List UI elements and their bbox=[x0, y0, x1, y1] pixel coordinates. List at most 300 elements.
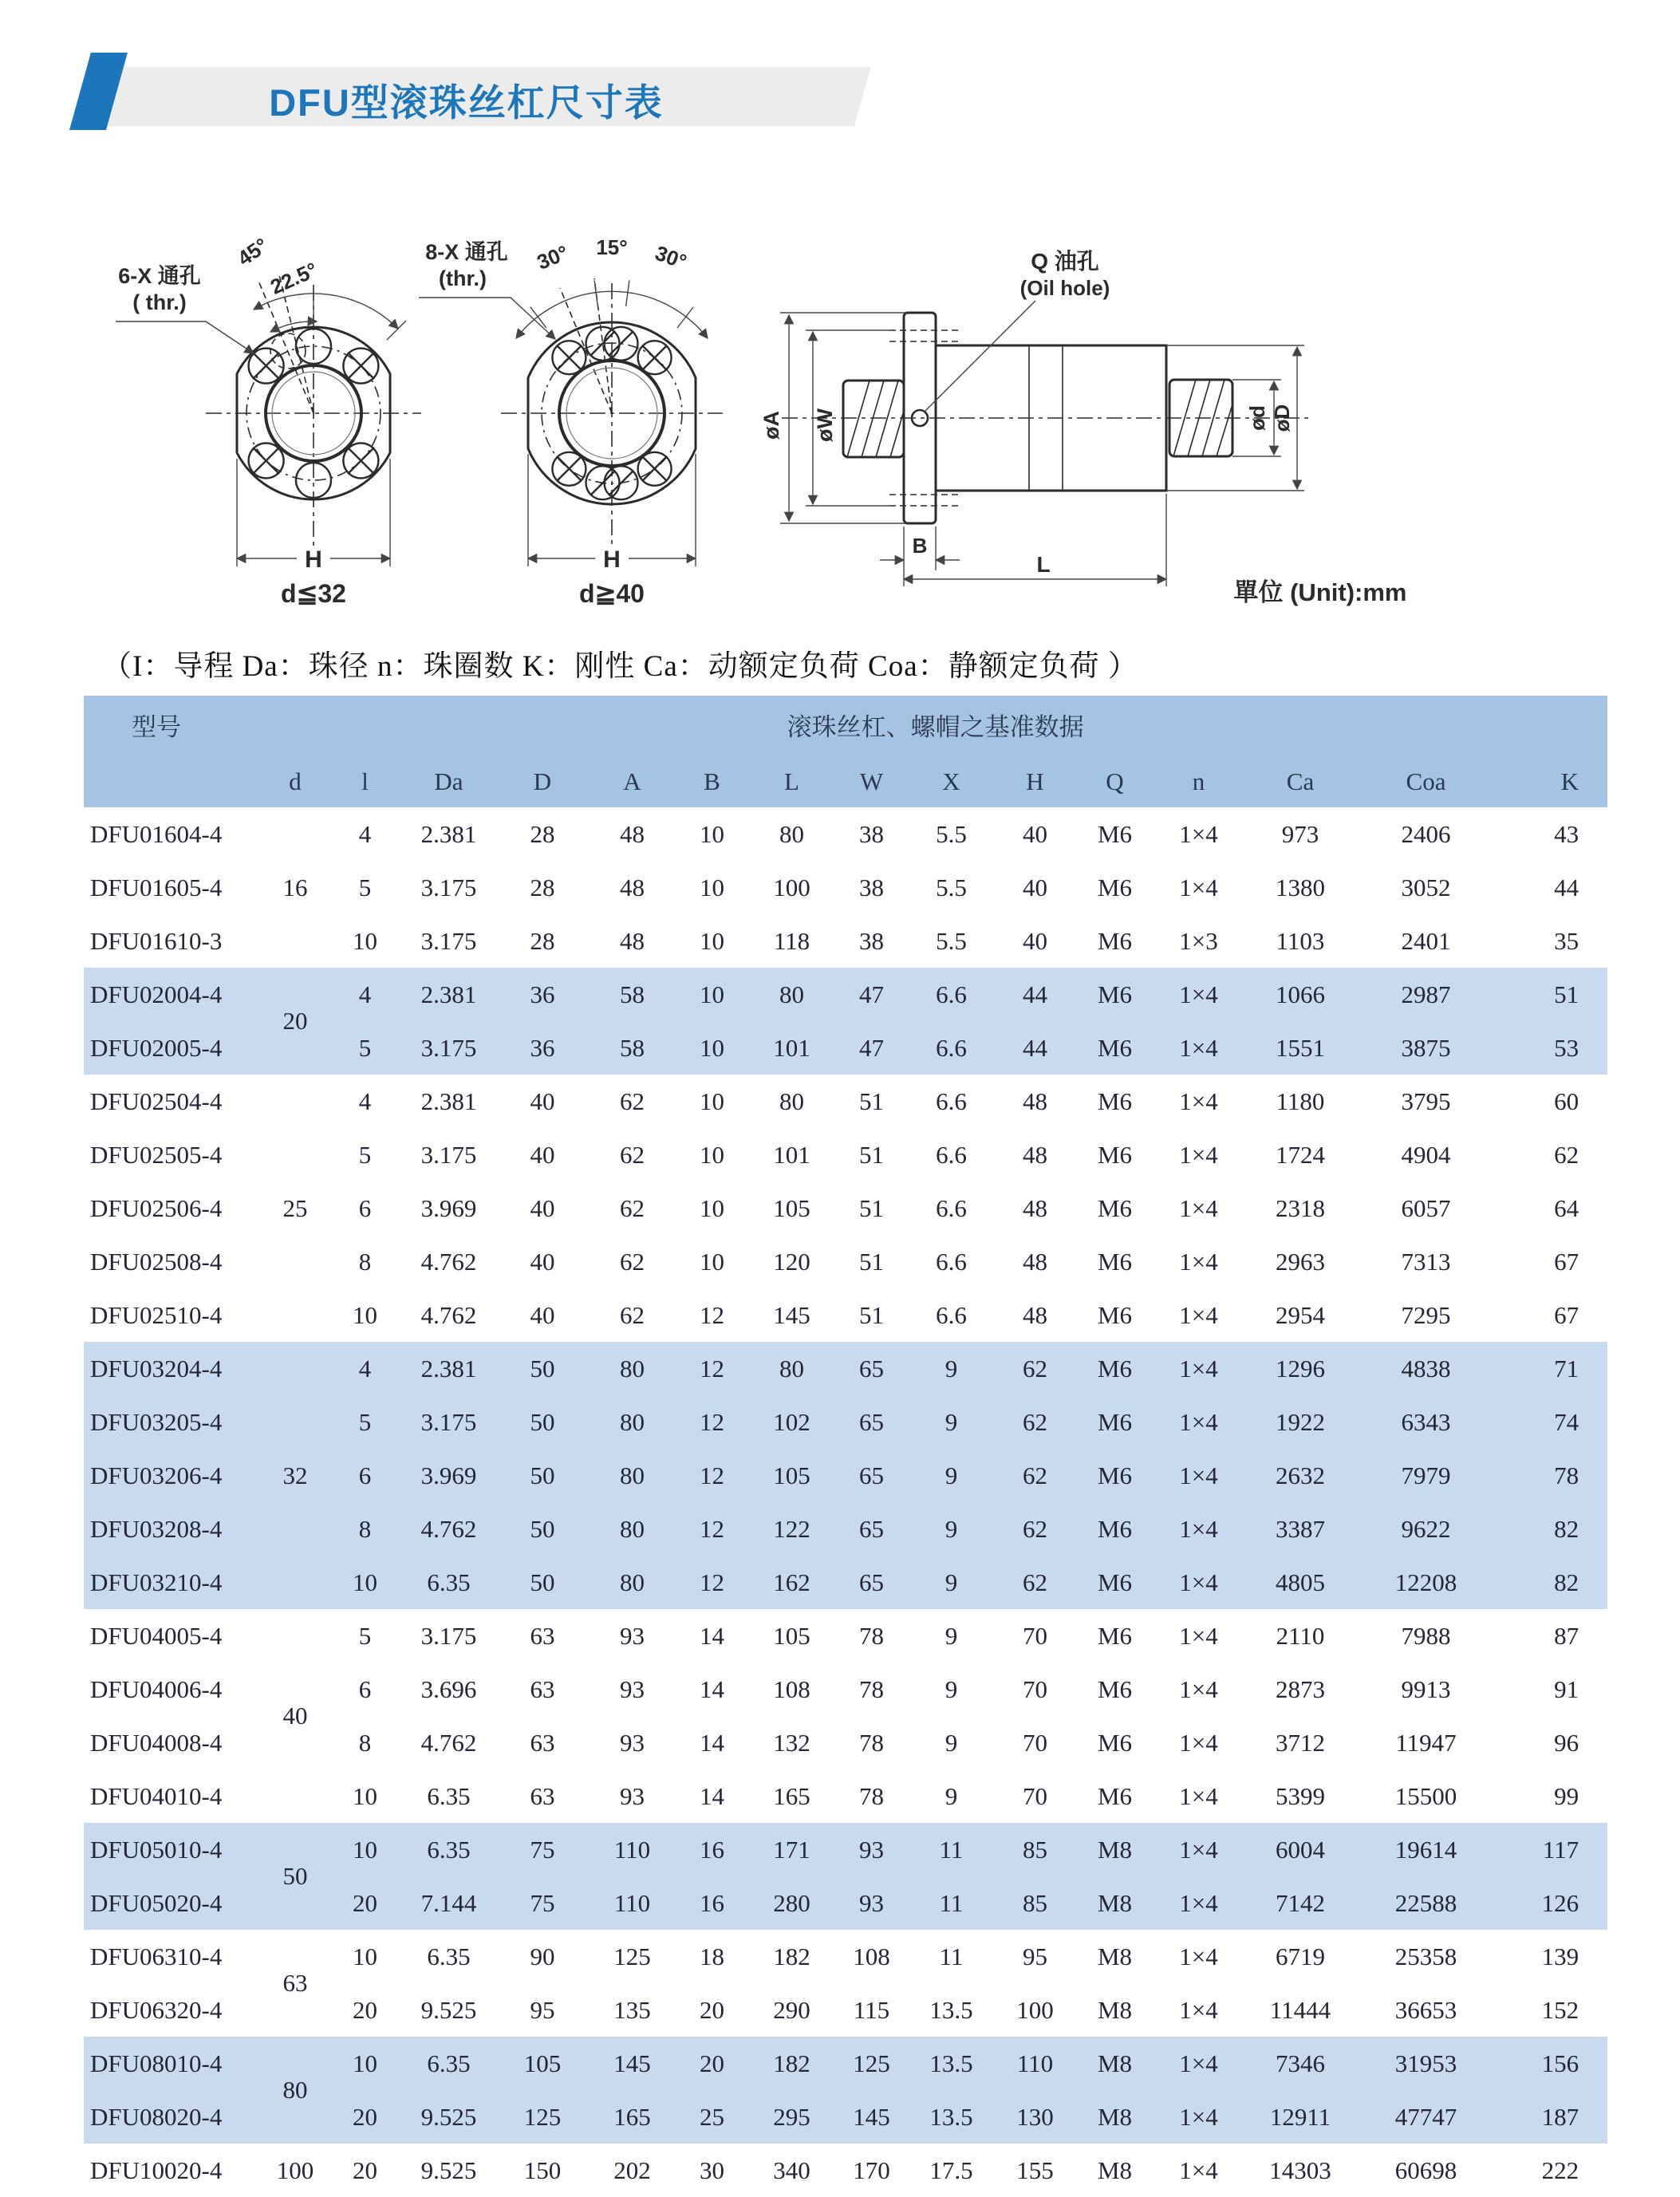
col-header-X: X bbox=[909, 760, 993, 807]
d-cell: 100 bbox=[276, 2156, 314, 2184]
value-cell: 47 bbox=[834, 1021, 909, 1075]
value-cell: 62 bbox=[620, 1193, 645, 1222]
value-cell: 6.35 bbox=[403, 1823, 495, 1876]
model-cell: DFU02508-4 bbox=[90, 1247, 223, 1276]
table-row bbox=[84, 968, 1607, 1021]
value-cell: 155 bbox=[1016, 2156, 1054, 2184]
value-cell: M6 bbox=[1097, 819, 1133, 848]
value-cell: 9 bbox=[945, 1728, 958, 1757]
value-cell: 202 bbox=[613, 2156, 651, 2184]
dim-d-big-label: øD bbox=[1270, 404, 1294, 432]
dim-a-label: øA bbox=[759, 411, 783, 440]
value-cell: 2954 bbox=[1276, 1300, 1325, 1329]
value-cell: 50 bbox=[495, 1342, 590, 1395]
value-cell: 82 bbox=[1496, 1556, 1607, 1609]
dimension-table bbox=[84, 696, 1607, 2197]
value-cell: 78 bbox=[859, 1728, 884, 1757]
value-cell: 125 bbox=[613, 1942, 651, 1970]
value-cell: 4 bbox=[327, 968, 403, 1021]
value-cell: 7295 bbox=[1401, 1300, 1451, 1329]
d-cell: 25 bbox=[282, 1193, 308, 1222]
value-cell: 1724 bbox=[1276, 1140, 1325, 1169]
value-cell: 85 bbox=[993, 1876, 1077, 1930]
value-cell: 80 bbox=[590, 1449, 674, 1502]
d-cell: 63 bbox=[282, 1969, 308, 1997]
value-cell: 4805 bbox=[1244, 1556, 1356, 1609]
callout-leader bbox=[116, 321, 254, 353]
screw-thread-left bbox=[843, 381, 904, 457]
value-cell: 70 bbox=[1023, 1728, 1047, 1757]
angle-45-label: 45° bbox=[233, 233, 273, 271]
value-cell: 78 bbox=[859, 1781, 884, 1810]
value-cell: 9913 bbox=[1401, 1674, 1451, 1703]
thru-hole-callout-line1: 6-X 通孔 bbox=[118, 264, 201, 288]
value-cell: M8 bbox=[1077, 2037, 1153, 2090]
legend-caption: （I：导程 Da：珠径 n：珠圈数 K：刚性 Ca：动额定负荷 Coa：静额定负荷 ） bbox=[102, 650, 1138, 683]
value-cell: 93 bbox=[620, 1781, 645, 1810]
angle-45-arc bbox=[254, 294, 398, 329]
value-cell: 20 bbox=[353, 2156, 377, 2184]
value-cell: 6004 bbox=[1244, 1823, 1356, 1876]
col-header-W: W bbox=[834, 760, 909, 807]
value-cell: 78 bbox=[859, 1674, 884, 1703]
unit-note: 單位 (Unit):mm bbox=[1233, 578, 1407, 606]
value-cell: 222 bbox=[1541, 2156, 1579, 2184]
value-cell: 1×4 bbox=[1153, 2037, 1244, 2090]
value-cell: 1×4 bbox=[1153, 1449, 1244, 1502]
value-cell: 10 bbox=[353, 1942, 377, 1970]
value-cell: 295 bbox=[750, 2090, 834, 2144]
value-cell: 9 bbox=[945, 1781, 958, 1810]
value-cell: 80 bbox=[590, 1395, 674, 1449]
value-cell: 80 bbox=[590, 1556, 674, 1609]
value-cell: 93 bbox=[834, 1823, 909, 1876]
value-cell: 40 bbox=[1023, 873, 1047, 901]
d-cell: 80 bbox=[263, 2037, 327, 2144]
value-cell: M6 bbox=[1097, 1621, 1133, 1650]
model-cell: DFU06310-4 bbox=[90, 1942, 223, 1970]
condition-label: d≧40 bbox=[579, 579, 645, 608]
col-header-d: d bbox=[263, 760, 327, 807]
value-cell: 4 bbox=[327, 1342, 403, 1395]
col-header-Coa: Coa bbox=[1356, 760, 1496, 807]
value-cell: M8 bbox=[1077, 1876, 1153, 1930]
value-cell: 145 bbox=[773, 1300, 810, 1329]
value-cell: 9 bbox=[909, 1502, 993, 1556]
value-cell: 50 bbox=[495, 1395, 590, 1449]
value-cell: 10 bbox=[674, 968, 750, 1021]
angle-225-label: 22.5° bbox=[266, 257, 321, 299]
value-cell: 122 bbox=[750, 1502, 834, 1556]
value-cell: 9 bbox=[909, 1556, 993, 1609]
angle-15-label: 15° bbox=[596, 235, 628, 259]
value-cell: 6 bbox=[358, 1674, 372, 1703]
value-cell: 1×4 bbox=[1179, 1621, 1218, 1650]
value-cell: 1×4 bbox=[1153, 968, 1244, 1021]
value-cell: 6 bbox=[358, 1193, 372, 1222]
value-cell: 35 bbox=[1554, 926, 1579, 955]
value-cell: 44 bbox=[993, 968, 1077, 1021]
value-cell: 3.175 bbox=[420, 1140, 477, 1169]
d-cell: 32 bbox=[263, 1342, 327, 1609]
value-cell: 85 bbox=[993, 1823, 1077, 1876]
value-cell: 12 bbox=[674, 1502, 750, 1556]
model-cell: DFU04008-4 bbox=[90, 1728, 223, 1757]
value-cell: 10 bbox=[700, 926, 724, 955]
value-cell: 13.5 bbox=[909, 2090, 993, 2144]
value-cell: 9.525 bbox=[420, 2156, 477, 2184]
value-cell: 7313 bbox=[1401, 1247, 1451, 1276]
value-cell: 31953 bbox=[1356, 2037, 1496, 2090]
value-cell: 10 bbox=[700, 1193, 724, 1222]
value-cell: M6 bbox=[1097, 926, 1133, 955]
value-cell: 14 bbox=[700, 1781, 724, 1810]
model-cell: DFU03206-4 bbox=[84, 1449, 263, 1502]
value-cell: 3712 bbox=[1276, 1728, 1325, 1757]
value-cell: 2110 bbox=[1276, 1621, 1325, 1650]
model-cell: DFU02505-4 bbox=[90, 1140, 223, 1169]
value-cell: 2987 bbox=[1356, 968, 1496, 1021]
value-cell: 65 bbox=[834, 1342, 909, 1395]
value-cell: 75 bbox=[495, 1876, 590, 1930]
value-cell: 170 bbox=[853, 2156, 890, 2184]
value-cell: 5 bbox=[327, 1021, 403, 1075]
value-cell: 108 bbox=[853, 1942, 890, 1970]
value-cell: 63 bbox=[530, 1781, 555, 1810]
value-cell: 12 bbox=[674, 1449, 750, 1502]
value-cell: 62 bbox=[620, 1140, 645, 1169]
value-cell: 62 bbox=[620, 1247, 645, 1276]
value-cell: 3.175 bbox=[403, 1021, 495, 1075]
value-cell: 4 bbox=[358, 819, 372, 848]
value-cell: 162 bbox=[750, 1556, 834, 1609]
value-cell: 1×4 bbox=[1179, 1087, 1218, 1115]
value-cell: 4.762 bbox=[420, 1247, 477, 1276]
value-cell: 132 bbox=[773, 1728, 810, 1757]
value-cell: 80 bbox=[779, 1087, 804, 1115]
value-cell: 11444 bbox=[1269, 1995, 1331, 2024]
value-cell: 152 bbox=[1541, 1995, 1579, 2024]
value-cell: 10 bbox=[327, 1823, 403, 1876]
value-cell: M6 bbox=[1077, 1556, 1153, 1609]
value-cell: 10 bbox=[700, 1140, 724, 1169]
col-header-A: A bbox=[590, 760, 674, 807]
col-header-K: K bbox=[1496, 760, 1607, 807]
d-cell: 50 bbox=[263, 1823, 327, 1930]
value-cell: 40 bbox=[530, 1087, 555, 1115]
value-cell: 1180 bbox=[1276, 1087, 1325, 1115]
value-cell: 93 bbox=[620, 1728, 645, 1757]
value-cell: 4904 bbox=[1401, 1140, 1451, 1169]
value-cell: 10 bbox=[700, 1087, 724, 1115]
value-cell: 6343 bbox=[1356, 1395, 1496, 1449]
value-cell: 12208 bbox=[1356, 1556, 1496, 1609]
value-cell: 150 bbox=[523, 2156, 562, 2184]
value-cell: M8 bbox=[1097, 1942, 1133, 1970]
dim-h-label: H bbox=[305, 546, 322, 573]
value-cell: 1103 bbox=[1276, 926, 1325, 955]
value-cell: 5399 bbox=[1276, 1781, 1325, 1810]
value-cell: 18 bbox=[700, 1942, 724, 1970]
table-row bbox=[84, 2037, 1607, 2090]
value-cell: 65 bbox=[834, 1502, 909, 1556]
value-cell: 139 bbox=[1541, 1942, 1579, 1970]
value-cell: 10 bbox=[700, 1247, 724, 1276]
table-row bbox=[84, 1930, 1607, 1983]
model-cell: DFU01605-4 bbox=[90, 873, 223, 901]
value-cell: 1×4 bbox=[1179, 873, 1218, 901]
value-cell: 6 bbox=[327, 1449, 403, 1502]
col-header-l: l bbox=[327, 760, 403, 807]
oil-hole-leader bbox=[925, 301, 1035, 412]
value-cell: 82 bbox=[1496, 1502, 1607, 1556]
col-header-Q: Q bbox=[1077, 760, 1153, 807]
value-cell: 118 bbox=[773, 926, 810, 955]
model-cell: DFU03205-4 bbox=[84, 1395, 263, 1449]
value-cell: 70 bbox=[1023, 1621, 1047, 1650]
value-cell: 1×4 bbox=[1179, 1193, 1218, 1222]
value-cell: 93 bbox=[620, 1674, 645, 1703]
value-cell: 13.5 bbox=[909, 2037, 993, 2090]
value-cell: 20 bbox=[353, 1995, 377, 2024]
value-cell: 4838 bbox=[1356, 1342, 1496, 1395]
model-cell: DFU03208-4 bbox=[84, 1502, 263, 1556]
value-cell: 25358 bbox=[1394, 1942, 1457, 1970]
value-cell: 67 bbox=[1554, 1300, 1579, 1329]
table-row bbox=[84, 1075, 1607, 1128]
value-cell: 165 bbox=[773, 1781, 810, 1810]
value-cell: 38 bbox=[859, 873, 884, 901]
table-row bbox=[84, 1342, 1607, 1395]
model-cell: DFU10020-4 bbox=[90, 2156, 223, 2184]
value-cell: 78 bbox=[859, 1621, 884, 1650]
value-cell: 9.525 bbox=[403, 2090, 495, 2144]
value-cell: 11 bbox=[939, 1942, 964, 1970]
value-cell: 19614 bbox=[1356, 1823, 1496, 1876]
value-cell: 47 bbox=[834, 968, 909, 1021]
value-cell: 51 bbox=[859, 1140, 884, 1169]
value-cell: 10 bbox=[327, 2037, 403, 2090]
value-cell: 9.525 bbox=[420, 1995, 477, 2024]
value-cell: 20 bbox=[700, 1995, 724, 2024]
value-cell: 93 bbox=[620, 1621, 645, 1650]
value-cell: 44 bbox=[1554, 873, 1579, 901]
value-cell: 48 bbox=[1023, 1300, 1047, 1329]
value-cell: 47747 bbox=[1356, 2090, 1496, 2144]
value-cell: 5 bbox=[358, 1140, 372, 1169]
value-cell: 9 bbox=[945, 1674, 958, 1703]
value-cell: 7.144 bbox=[403, 1876, 495, 1930]
value-cell: M6 bbox=[1077, 1342, 1153, 1395]
value-cell: 13.5 bbox=[929, 1995, 973, 2024]
value-cell: M6 bbox=[1097, 1087, 1133, 1115]
dim-l-label: L bbox=[1036, 552, 1051, 577]
value-cell: 340 bbox=[773, 2156, 810, 2184]
value-cell: 102 bbox=[750, 1395, 834, 1449]
value-cell: 182 bbox=[750, 2037, 834, 2090]
model-cell: DFU04006-4 bbox=[90, 1674, 223, 1703]
value-cell: 25 bbox=[674, 2090, 750, 2144]
value-cell: 2.381 bbox=[403, 968, 495, 1021]
model-cell: DFU01604-4 bbox=[90, 819, 223, 848]
value-cell: 3.696 bbox=[420, 1674, 477, 1703]
value-cell: 40 bbox=[530, 1193, 555, 1222]
value-cell: 95 bbox=[530, 1995, 555, 2024]
value-cell: 58 bbox=[590, 968, 674, 1021]
header-model: 型号 bbox=[84, 696, 263, 807]
value-cell: 101 bbox=[750, 1021, 834, 1075]
table-body bbox=[84, 807, 1607, 2197]
value-cell: 1×4 bbox=[1179, 1781, 1218, 1810]
value-cell: 40 bbox=[530, 1300, 555, 1329]
col-header-n: n bbox=[1153, 760, 1244, 807]
value-cell: 51 bbox=[1496, 968, 1607, 1021]
value-cell: 6.6 bbox=[909, 968, 993, 1021]
value-cell: 62 bbox=[1554, 1140, 1579, 1169]
value-cell: 60698 bbox=[1394, 2156, 1457, 2184]
value-cell: M6 bbox=[1097, 873, 1133, 901]
model-cell: DFU02004-4 bbox=[84, 968, 263, 1021]
value-cell: 75 bbox=[495, 1823, 590, 1876]
value-cell: 90 bbox=[530, 1942, 555, 1970]
callout-leader bbox=[419, 298, 555, 339]
value-cell: 30 bbox=[700, 2156, 724, 2184]
value-cell: 67 bbox=[1554, 1247, 1579, 1276]
value-cell: 120 bbox=[773, 1247, 810, 1276]
value-cell: M6 bbox=[1077, 1502, 1153, 1556]
value-cell: 14 bbox=[700, 1621, 724, 1650]
value-cell: 20 bbox=[327, 1876, 403, 1930]
value-cell: 65 bbox=[834, 1449, 909, 1502]
value-cell: 10 bbox=[674, 1021, 750, 1075]
value-cell: 48 bbox=[1023, 1193, 1047, 1222]
value-cell: M6 bbox=[1097, 1193, 1133, 1222]
value-cell: 1×4 bbox=[1179, 1140, 1218, 1169]
value-cell: 3.175 bbox=[420, 1621, 477, 1650]
value-cell: 1×4 bbox=[1153, 1395, 1244, 1449]
value-cell: 10 bbox=[353, 926, 377, 955]
value-cell: 48 bbox=[1023, 1247, 1047, 1276]
value-cell: 62 bbox=[993, 1502, 1077, 1556]
value-cell: 93 bbox=[834, 1876, 909, 1930]
col-header-Da: Da bbox=[403, 760, 495, 807]
value-cell: M6 bbox=[1097, 1247, 1133, 1276]
value-cell: 6.35 bbox=[427, 1942, 471, 1970]
value-cell: 110 bbox=[590, 1876, 674, 1930]
value-cell: 99 bbox=[1554, 1781, 1579, 1810]
value-cell: 6.6 bbox=[909, 1021, 993, 1075]
value-cell: 15500 bbox=[1394, 1781, 1457, 1810]
value-cell: 12 bbox=[674, 1556, 750, 1609]
angle-30b-label: 30° bbox=[652, 240, 690, 274]
value-cell: 6.6 bbox=[936, 1300, 967, 1329]
value-cell: 14 bbox=[700, 1728, 724, 1757]
value-cell: 1×4 bbox=[1153, 1342, 1244, 1395]
value-cell: 105 bbox=[495, 2037, 590, 2090]
value-cell: 3387 bbox=[1244, 1502, 1356, 1556]
value-cell: M6 bbox=[1077, 968, 1153, 1021]
value-cell: 44 bbox=[993, 1021, 1077, 1075]
value-cell: 51 bbox=[859, 1300, 884, 1329]
value-cell: 38 bbox=[859, 926, 884, 955]
value-cell: 100 bbox=[1016, 1995, 1054, 2024]
value-cell: 36653 bbox=[1394, 1995, 1457, 2024]
value-cell: 100 bbox=[773, 873, 810, 901]
value-cell: 1×4 bbox=[1179, 1995, 1218, 2024]
value-cell: 5 bbox=[358, 1621, 372, 1650]
value-cell: 126 bbox=[1496, 1876, 1607, 1930]
value-cell: 110 bbox=[590, 1823, 674, 1876]
value-cell: 28 bbox=[530, 926, 555, 955]
value-cell: 6.6 bbox=[936, 1087, 967, 1115]
d-cell: 20 bbox=[263, 968, 327, 1075]
value-cell: 1×4 bbox=[1179, 819, 1218, 848]
value-cell: 5.5 bbox=[936, 819, 967, 848]
value-cell: 105 bbox=[773, 1621, 810, 1650]
model-cell: DFU05010-4 bbox=[84, 1823, 263, 1876]
value-cell: 64 bbox=[1554, 1193, 1579, 1222]
dim-b-label: B bbox=[912, 534, 928, 558]
table-row bbox=[84, 1609, 1607, 1663]
value-cell: 2873 bbox=[1276, 1674, 1325, 1703]
value-cell: M6 bbox=[1077, 1395, 1153, 1449]
value-cell: 1×4 bbox=[1179, 1247, 1218, 1276]
value-cell: 10 bbox=[700, 819, 724, 848]
model-cell: DFU06320-4 bbox=[90, 1995, 223, 2024]
value-cell: 5 bbox=[358, 873, 372, 901]
value-cell: 130 bbox=[993, 2090, 1077, 2144]
value-cell: 51 bbox=[859, 1087, 884, 1115]
dim-d-small-label: ød bbox=[1245, 405, 1269, 431]
value-cell: 1×4 bbox=[1153, 1502, 1244, 1556]
value-cell: M8 bbox=[1077, 1823, 1153, 1876]
value-cell: 11947 bbox=[1395, 1728, 1457, 1757]
value-cell: 1×4 bbox=[1179, 1674, 1218, 1703]
value-cell: 40 bbox=[1023, 926, 1047, 955]
model-cell: DFU02510-4 bbox=[90, 1300, 223, 1329]
value-cell: 1×4 bbox=[1153, 1876, 1244, 1930]
header-group-title: 滚珠丝杠、螺帽之基准数据 bbox=[263, 696, 1607, 760]
value-cell: M6 bbox=[1097, 1728, 1133, 1757]
value-cell: 2.381 bbox=[403, 1342, 495, 1395]
value-cell: 51 bbox=[859, 1193, 884, 1222]
value-cell: 4.762 bbox=[403, 1502, 495, 1556]
value-cell: 8 bbox=[327, 1502, 403, 1556]
col-header-D: D bbox=[495, 760, 590, 807]
value-cell: 165 bbox=[590, 2090, 674, 2144]
value-cell: 28 bbox=[530, 819, 555, 848]
value-cell: 62 bbox=[993, 1395, 1077, 1449]
value-cell: 117 bbox=[1496, 1823, 1607, 1876]
value-cell: 1×4 bbox=[1179, 1728, 1218, 1757]
thru-hole-callout-line2: (thr.) bbox=[439, 266, 487, 290]
value-cell: 74 bbox=[1496, 1395, 1607, 1449]
value-cell: 6.6 bbox=[936, 1140, 967, 1169]
value-cell: 36 bbox=[495, 968, 590, 1021]
value-cell: 48 bbox=[1023, 1140, 1047, 1169]
dim-h-label: H bbox=[603, 546, 621, 573]
value-cell: 2963 bbox=[1276, 1247, 1325, 1276]
angle-30a-label: 30° bbox=[533, 240, 572, 274]
value-cell: 40 bbox=[1023, 819, 1047, 848]
model-cell: DFU08010-4 bbox=[84, 2037, 263, 2090]
value-cell: 3795 bbox=[1401, 1087, 1451, 1115]
oil-hole-callout-line1: Q 油孔 bbox=[1031, 249, 1099, 274]
value-cell: 3.969 bbox=[420, 1193, 477, 1222]
value-cell: 14 bbox=[700, 1674, 724, 1703]
value-cell: 125 bbox=[495, 2090, 590, 2144]
value-cell: 5 bbox=[327, 1395, 403, 1449]
